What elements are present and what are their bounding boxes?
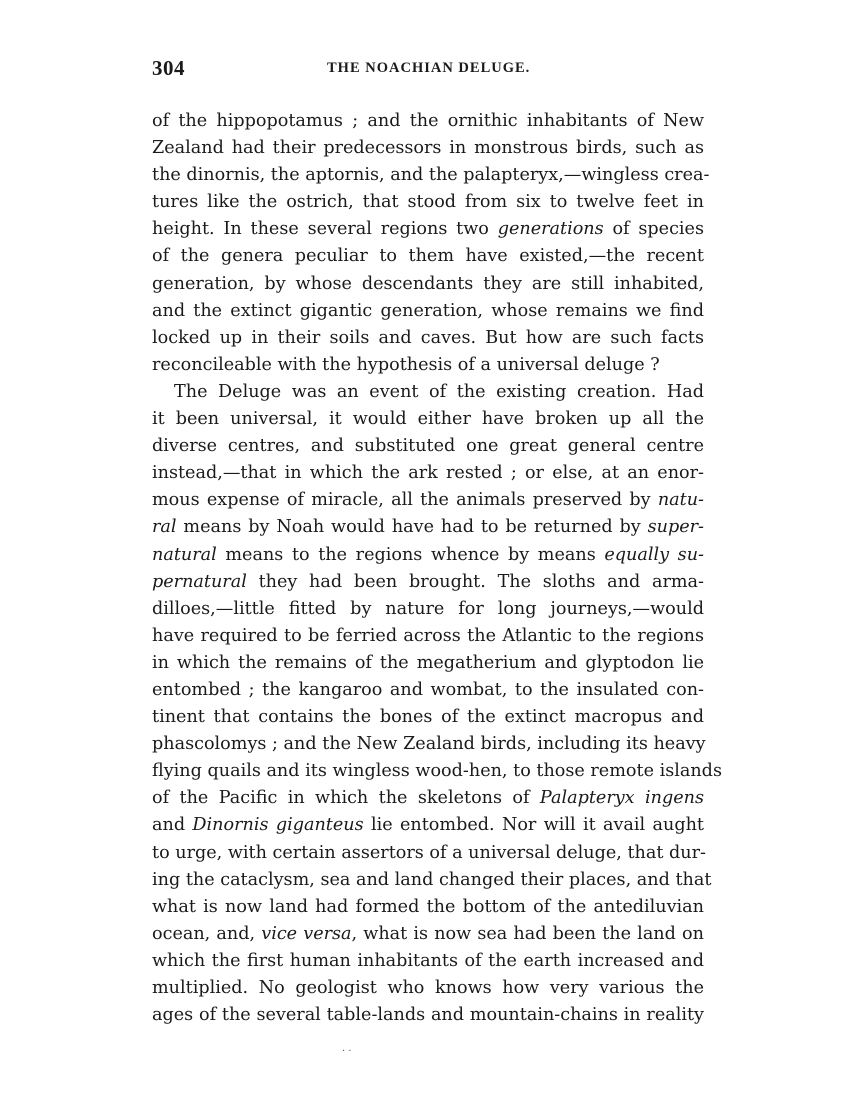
print-specks: · ·: [342, 1046, 352, 1057]
body-text: [152, 108, 722, 1029]
text-run: and: [152, 815, 193, 836]
text-line: of the hippopotamus ; and the ornithic inhabitants of New: [152, 111, 704, 131]
text-line: [152, 812, 704, 839]
text-line: tinent that contains the bones of the extinct macropus and: [152, 707, 704, 728]
text-run: they had been brought. The sloths and arma-: [246, 571, 704, 592]
italic-word: natural: [152, 544, 217, 565]
text-line: The Deluge was an event of the existing creation. Had: [174, 381, 704, 402]
text-line: have required to be ferried across the Atlantic to the regions: [152, 625, 704, 646]
text-run: ocean, and,: [152, 923, 262, 944]
italic-word: natu-: [657, 490, 704, 511]
italic-word: vice versa: [261, 923, 352, 944]
text-line: ing the cataclysm, sea and land changed their places, and that: [152, 869, 712, 890]
italic-word: pernatural: [152, 571, 247, 592]
text-line: phascolomys ; and the New Zealand birds, including its heavy: [152, 734, 706, 755]
text-line: the dinornis, the aptornis, and the palapteryx,—wingless crea-: [152, 165, 710, 186]
text-run: lie entombed. Nor will it avail aught: [363, 815, 704, 836]
text-line: what is now land had formed the bottom of the antediluvian: [152, 896, 704, 917]
text-line: [152, 487, 704, 514]
text-line: multiplied. No geologist who knows how very various the: [152, 978, 704, 998]
italic-word: Palapteryx ingens: [539, 788, 704, 809]
italic-word: ral: [152, 517, 177, 538]
text-line: [152, 921, 704, 948]
text-line: tures like the ostrich, that stood from six to twelve feet in: [152, 192, 704, 213]
text-line: ages of the several table-lands and mountain-chains in reality: [152, 1005, 704, 1026]
text-line: it been universal, it would either have broken up all the: [152, 409, 704, 430]
text-run: , what is now sea had been the land on: [351, 923, 704, 944]
text-line: flying quails and its wingless wood-hen, to those remote islands: [152, 761, 722, 782]
text-line: [152, 514, 704, 541]
text-run: height. In these several regions two: [152, 219, 498, 240]
text-line: to urge, with certain assertors of a universal deluge, that dur-: [152, 842, 706, 863]
text-line: entombed ; the kangaroo and wombat, to the insulated con-: [152, 679, 704, 700]
text-line: and the extinct gigantic generation, whose remains we find: [152, 300, 704, 321]
text-line: [152, 569, 704, 596]
text-line: reconcileable with the hypothesis of a universal deluge ?: [152, 354, 660, 375]
text-line: diverse centres, and substituted one great general centre: [152, 436, 704, 457]
text-line: [152, 216, 704, 243]
text-run: means to the regions whence by means: [216, 544, 605, 565]
text-line: in which the remains of the megatherium and glyptodon lie: [152, 652, 704, 673]
italic-word: super-: [647, 517, 704, 538]
text-line: [152, 785, 704, 812]
text-line: instead,—that in which the ark rested ; or else, at an enor-: [152, 463, 704, 484]
italic-word: generations: [497, 219, 604, 240]
text-run: mous expense of miracle, all the animals preserved by: [152, 490, 658, 511]
text-line: [152, 542, 704, 569]
text-line: of the genera peculiar to them have existed,—the recent: [152, 246, 704, 267]
running-head: [152, 56, 704, 86]
text-run: of species: [603, 219, 704, 240]
italic-word: equally su-: [604, 544, 704, 565]
text-run: of the Pacific in which the skeletons of: [152, 788, 540, 809]
text-line: locked up in their soils and caves. But how are such facts: [152, 327, 704, 348]
text-line: which the first human inhabitants of the earth increased and: [152, 950, 704, 971]
running-title: THE NOACHIAN DELUGE.: [327, 60, 531, 76]
text-line: Zealand had their predecessors in monstrous birds, such as: [152, 138, 704, 159]
page-number: 304: [152, 56, 185, 80]
text-run: means by Noah would have had to be returned by: [176, 517, 648, 538]
italic-word: Dinornis giganteus: [192, 815, 364, 836]
text-line: dilloes,—little fitted by nature for long journeys,—would: [152, 598, 704, 619]
text-line: generation, by whose descendants they are still inhabited,: [152, 273, 704, 294]
